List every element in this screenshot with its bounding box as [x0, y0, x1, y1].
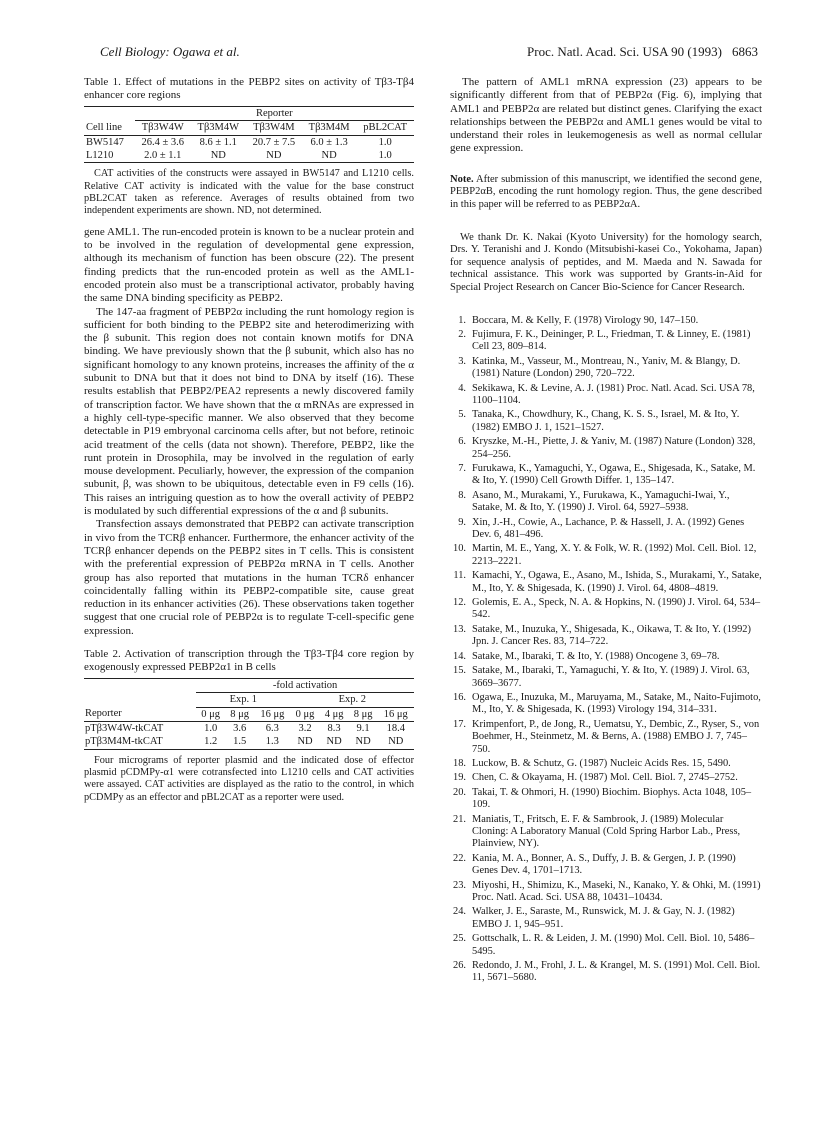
reference-number: 11. — [453, 570, 466, 582]
table1-grid — [84, 106, 414, 163]
reference-number: 6. — [458, 436, 466, 448]
table-row — [84, 135, 414, 149]
reference-number: 17. — [453, 718, 466, 730]
table-cell: 1.2 — [204, 736, 218, 748]
table-cell: ND — [388, 736, 404, 748]
table-cell: BW5147 — [86, 136, 124, 148]
table2 — [84, 648, 414, 804]
table-row — [84, 721, 414, 735]
table-cell: pTβ3M4M-tkCAT — [85, 736, 163, 748]
reference-number: 8. — [458, 489, 466, 501]
reference-item — [450, 719, 762, 756]
table-cell: ND — [266, 149, 282, 161]
table-cell: 1.3 — [265, 736, 279, 748]
reference-text: Xin, J.-H., Cowie, A., Lachance, P. & Hassell, J. A. (1992) Genes Dev. 6, 481–496. — [472, 516, 745, 541]
reference-item — [450, 517, 762, 542]
reference-number: 14. — [453, 650, 466, 662]
body-text-left — [84, 226, 414, 638]
reference-text: Katinka, M., Vasseur, M., Montreau, N., Yaniv, M. & Blangy, D. (1981) Nature (London) 290, 720–722. — [472, 355, 741, 380]
reference-text: Martin, M. E., Yang, X. Y. & Folk, W. R. (1992) Mol. Cell. Biol. 12, 2213–2221. — [472, 543, 757, 567]
note-text: After submission of this manuscript, we identified the second gene, PEBP2αB, encoding the runt homology region. Thus, the gene described in this paper will be referred to as PEBP2αA. — [450, 173, 763, 210]
reference-number: 7. — [458, 463, 466, 474]
reference-item — [450, 772, 762, 784]
reference-number: 12. — [453, 597, 466, 609]
reference-item — [450, 383, 762, 408]
reference-item — [450, 436, 762, 461]
table2-dose-header: 16 μg — [260, 708, 285, 720]
table2-caption: Table 2. Activation of transcription through the Tβ3-Tβ4 core region by exogenously expressed PEBP2α1 in B cells — [84, 648, 414, 674]
table2-footnote: Four micrograms of reporter plasmid and the indicated dose of effector plasmid pCDMPy-α1 were cotransfected into L1210 cells and CAT activities were assayed. CAT activities are displayed as the ratio to the control, in which pCDMPy as an effector and pBL2CAT as a reporter were used. — [84, 754, 414, 803]
table-cell: 6.3 — [265, 722, 279, 734]
reference-text: Furukawa, K., Yamaguchi, Y., Ogawa, E., Shigesada, K., Satake, M. & Ito, Y. (1990) Cell Growth Differ. 1, 135–147. — [472, 463, 756, 487]
reference-text: Fujimura, F. K., Deininger, P. L., Friedman, T. & Linney, E. (1981) Cell 23, 809–814. — [472, 328, 751, 353]
reference-text: Kania, M. A., Bonner, A. S., Duffy, J. B. & Gergen, J. P. (1990) Genes Dev. 4, 1701–1713. — [472, 852, 736, 877]
reference-number: 19. — [453, 772, 466, 784]
reference-item — [450, 543, 762, 568]
reference-number: 1. — [458, 314, 466, 326]
reference-text: Ogawa, E., Inuzuka, M., Maruyama, M., Satake, M., Naito-Fujimoto, M., Ito, Y. & Shigesada, K. (1993) Virology 194, 314–331. — [472, 691, 761, 716]
reference-number: 20. — [453, 786, 466, 798]
reference-item — [450, 787, 762, 812]
reference-number: 15. — [453, 665, 466, 677]
running-header — [100, 44, 758, 66]
table-cell: 20.7 ± 7.5 — [252, 136, 296, 148]
reference-item — [450, 665, 762, 690]
table2-dose-header: 0 μg — [295, 708, 315, 720]
reference-item — [450, 692, 762, 717]
reference-item — [450, 880, 762, 905]
table-cell: ND — [210, 149, 226, 161]
right-column — [450, 76, 762, 987]
table2-group-header: -fold activation — [196, 679, 414, 693]
reference-number: 23. — [453, 879, 466, 891]
reference-item — [450, 329, 762, 354]
left-column — [84, 76, 414, 812]
reference-number: 3. — [458, 355, 466, 367]
reference-text: Luckow, B. & Schutz, G. (1987) Nucleic Acids Res. 15, 5490. — [472, 757, 731, 769]
paragraph: gene AML1. The run-encoded protein is known to be a nuclear protein and to be involved in the regulation of developmental gene expression, although its mechanism of function has been obscure (22). The present finding predicts that the run-encoded protein as well as the AML1-encoded protein also must be a transcriptional activator, probably having the same DNA binding specificity as PEBP2. — [84, 225, 414, 305]
note — [450, 174, 762, 212]
table-cell: 1.0 — [204, 722, 218, 734]
reference-text: Satake, M., Ibaraki, T., Yamaguchi, Y. & Ito, Y. (1989) J. Virol. 63, 3669–3677. — [472, 665, 750, 689]
reference-item — [450, 853, 762, 878]
reference-number: 5. — [458, 409, 466, 421]
table2-exp1-header: Exp. 1 — [196, 693, 290, 707]
reference-text: Asano, M., Murakami, Y., Furukawa, K., Yamaguchi-Iwai, Y., Satake, M. & Ito, Y. (1990) J. Virol. 64, 5927–5938. — [472, 489, 730, 514]
note-label: Note. — [450, 173, 474, 185]
table-cell: ND — [355, 736, 371, 748]
table2-dose-header: 4 μg — [324, 708, 344, 720]
reference-item — [450, 814, 762, 851]
reference-number: 25. — [453, 933, 466, 945]
reference-number: 24. — [453, 906, 466, 918]
table-cell: 6.0 ± 1.3 — [310, 136, 348, 148]
table-cell: ND — [321, 149, 337, 161]
reference-text: Redondo, J. M., Frohl, J. L. & Krangel, M. S. (1991) Mol. Cell. Biol. 11, 5671–5680. — [472, 960, 761, 984]
paragraph: The pattern of AML1 mRNA expression (23) appears to be significantly different from that of PEBP2α (Fig. 6), implying that AML1 and PEBP2α are related but distinct genes. Clarifying the exact relationships between the PEBP2α and AML1 genes would be vital to understand their roles in leukemogenesis as well as normal cellular gene expression. — [450, 76, 762, 155]
reference-text: Tanaka, K., Chowdhury, K., Chang, K. S. S., Israel, M. & Ito, Y. (1982) EMBO J. 1, 1521–1527. — [472, 409, 740, 433]
table-cell: pTβ3W4W-tkCAT — [85, 722, 164, 734]
paragraph: The 147-aa fragment of PEBP2α including the runt homology region is sufficient for both binding to the PEBP2 site and heterodimerizing with the β subunit. This region does not contain known motifs for DNA binding. We have previously shown that the β subunit, which also has no significant homology to any known proteins, increases the affinity of the α subunit to DNA but that it does not bind to DNA by itself (16). These results establish that PEBP2/PEA2 represents a newly discovered family of transcription factor. We have shown that the α mRNAs are expressed in a highly cell-type-specific manner. We also observed that they become detectable in P19 embryonal carcinoma cells after, but not before, retinoic acid treatment of the cells (data not shown). Therefore, PEBP2, like the runt protein in Drosophila, may be involved in the regulation of early mouse development. Peculiarly, however, the expression of the companion subunit, β, was shown to be ubiquitous, detectable even in F9 cells (16). This raises an intriguing question as to how the overall activity of PEBP2 is modulated by such differential expressions of the α and β subunits. — [84, 305, 414, 518]
reference-item — [450, 933, 762, 958]
table1-footnote: CAT activities of the constructs were assayed in BW5147 and L1210 cells. Relative CAT activity is indicated with the value for the base construct pBL2CAT taken as reference. Averages of results obtained from two independent experiments are shown. ND, not determined. — [84, 168, 414, 217]
reference-number: 26. — [453, 960, 466, 972]
table1-col-header: Tβ3W4W — [141, 122, 184, 134]
paragraph: Transfection assays demonstrated that PEBP2 can activate transcription in vivo from the TCRβ enhancer. Furthermore, the enhancer activity of the TCRβ enhancer depends on the PEBP2 sites in T cells. This is consistent with the preferential expression of PEBP2α mRNA in T cells. Another group has also reported that mutations in the human TCRδ enhancer coincidentally falling within its PEBP2-compatible site, cause great reduction in its enhancer activities (26). These observations taken together suggest that one crucial role of PEBP2α is to regulate T-cell-specific gene expression. — [84, 518, 414, 637]
reference-text: Walker, J. E., Saraste, M., Runswick, M. J. & Gay, N. J. (1982) EMBO J. 1, 945–951. — [472, 906, 735, 930]
reference-number: 21. — [453, 813, 466, 825]
table2-dose-header: 0 μg — [201, 708, 221, 720]
reference-text: Kamachi, Y., Ogawa, E., Asano, M., Ishida, S., Murakami, Y., Satake, M., Ito, Y. & Shigesada, K. (1990) J. Virol. 64, 4808–4819. — [472, 570, 762, 594]
table-cell: 18.4 — [386, 722, 405, 734]
acknowledgment: We thank Dr. K. Nakai (Kyoto University) for the homology search, Drs. Y. Teranishi and J. Kondo (Mitsubishi-kasei Co., Yokohama, Japan) for sequence analysis of peptides, and M. Maeda and N. Sawada for technical assistance. This work was supported by Grants-in-Aid for Special Project Research on Cancer Bio-Science for Cancer Research. — [450, 231, 762, 293]
reference-list — [450, 315, 762, 985]
table-cell: ND — [297, 736, 313, 748]
reference-item — [450, 570, 762, 595]
reference-number: 4. — [458, 382, 466, 394]
reference-text: Boccara, M. & Kelly, F. (1978) Virology 90, 147–150. — [472, 314, 699, 326]
reference-number: 16. — [453, 691, 466, 703]
table-row — [84, 735, 414, 749]
reference-item — [450, 463, 762, 488]
table-cell: 3.6 — [233, 722, 247, 734]
reference-text: Satake, M., Inuzuka, Y., Shigesada, K., Oikawa, T. & Ito, Y. (1992) Jpn. J. Cancer Res. 83, 714–722. — [472, 623, 751, 648]
table-cell: ND — [326, 736, 342, 748]
table-cell: 1.0 — [378, 136, 392, 148]
reference-text: Takai, T. & Ohmori, H. (1990) Biochim. Biophys. Acta 1048, 105–109. — [472, 786, 752, 811]
reference-item — [450, 356, 762, 381]
header-left: Cell Biology: Ogawa et al. — [100, 44, 240, 59]
table2-grid — [84, 678, 414, 749]
reference-item — [450, 758, 762, 770]
reference-text: Krimpenfort, P., de Jong, R., Uematsu, Y., Dembic, Z., Ryser, S., von Boehmer, H., Steinmetz, M. & Berns, A. (1988) EMBO J. 7, 745–750. — [472, 718, 760, 755]
table2-reporter-header: Reporter — [85, 708, 122, 720]
reference-number: 2. — [458, 328, 466, 340]
table-cell: 8.6 ± 1.1 — [199, 136, 237, 148]
reference-text: Golemis, E. A., Speck, N. A. & Hopkins, N. (1990) J. Virol. 64, 534–542. — [472, 597, 761, 621]
table1-col-header: Tβ3M4M — [308, 122, 350, 134]
table-cell: 9.1 — [356, 722, 370, 734]
reference-item — [450, 906, 762, 931]
reference-text: Satake, M., Ibaraki, T. & Ito, Y. (1988) Oncogene 3, 69–78. — [472, 650, 720, 662]
table1-col-header: Tβ3M4W — [197, 122, 240, 134]
table1-col-header: pBL2CAT — [363, 122, 408, 134]
table1 — [84, 76, 414, 218]
table-cell: 1.0 — [378, 149, 392, 161]
table-cell: 2.0 ± 1.1 — [144, 149, 182, 161]
reference-item — [450, 490, 762, 515]
reference-item — [450, 315, 762, 327]
reference-number: 18. — [453, 757, 466, 769]
reference-item — [450, 624, 762, 649]
reference-text: Gottschalk, L. R. & Leiden, J. M. (1990) Mol. Cell. Biol. 10, 5486–5495. — [472, 933, 755, 957]
journal-citation: Proc. Natl. Acad. Sci. USA 90 (1993) — [527, 44, 722, 59]
table1-caption: Table 1. Effect of mutations in the PEBP2 sites on activity of Tβ3-Tβ4 enhancer core regions — [84, 76, 414, 101]
reference-item — [450, 409, 762, 434]
table2-dose-header: 16 μg — [383, 708, 408, 720]
table1-group-header: Reporter — [135, 107, 414, 121]
table-row — [84, 149, 414, 163]
page-number: 6863 — [732, 44, 758, 59]
reference-item — [450, 651, 762, 663]
reference-item — [450, 597, 762, 622]
reference-number: 9. — [458, 516, 466, 528]
table2-dose-header: 8 μg — [230, 708, 250, 720]
reference-number: 22. — [453, 852, 466, 864]
reference-text: Kryszke, M.-H., Piette, J. & Yaniv, M. (1987) Nature (London) 328, 254–256. — [472, 436, 756, 460]
table-cell: 1.5 — [233, 736, 247, 748]
header-right-group — [527, 44, 758, 60]
reference-text: Chen, C. & Okayama, H. (1987) Mol. Cell. Biol. 7, 2745–2752. — [472, 772, 738, 784]
table-cell: L1210 — [86, 149, 114, 161]
body-text-right — [450, 76, 762, 156]
reference-number: 13. — [453, 623, 466, 635]
reference-item — [450, 960, 762, 985]
table2-dose-header: 8 μg — [353, 708, 373, 720]
table2-exp2-header: Exp. 2 — [291, 693, 414, 707]
reference-text: Maniatis, T., Fritsch, E. F. & Sambrook, J. (1989) Molecular Cloning: A Laboratory Manual (Cold Spring Harbor Lab., Press, Plainview, NY). — [472, 813, 741, 850]
reference-text: Miyoshi, H., Shimizu, K., Maseki, N., Kanako, Y. & Ohki, M. (1991) Proc. Natl. Acad. Sci. USA 88, 10431–10434. — [472, 879, 761, 903]
table1-col-header: Tβ3W4M — [253, 122, 295, 134]
table1-col-header: Cell line — [86, 122, 122, 134]
table-cell: 26.4 ± 3.6 — [141, 136, 184, 148]
reference-text: Sekikawa, K. & Levine, A. J. (1981) Proc. Natl. Acad. Sci. USA 78, 1100–1104. — [472, 382, 755, 406]
table-cell: 8.3 — [327, 722, 341, 734]
reference-number: 10. — [453, 543, 466, 555]
table-cell: 3.2 — [298, 722, 312, 734]
